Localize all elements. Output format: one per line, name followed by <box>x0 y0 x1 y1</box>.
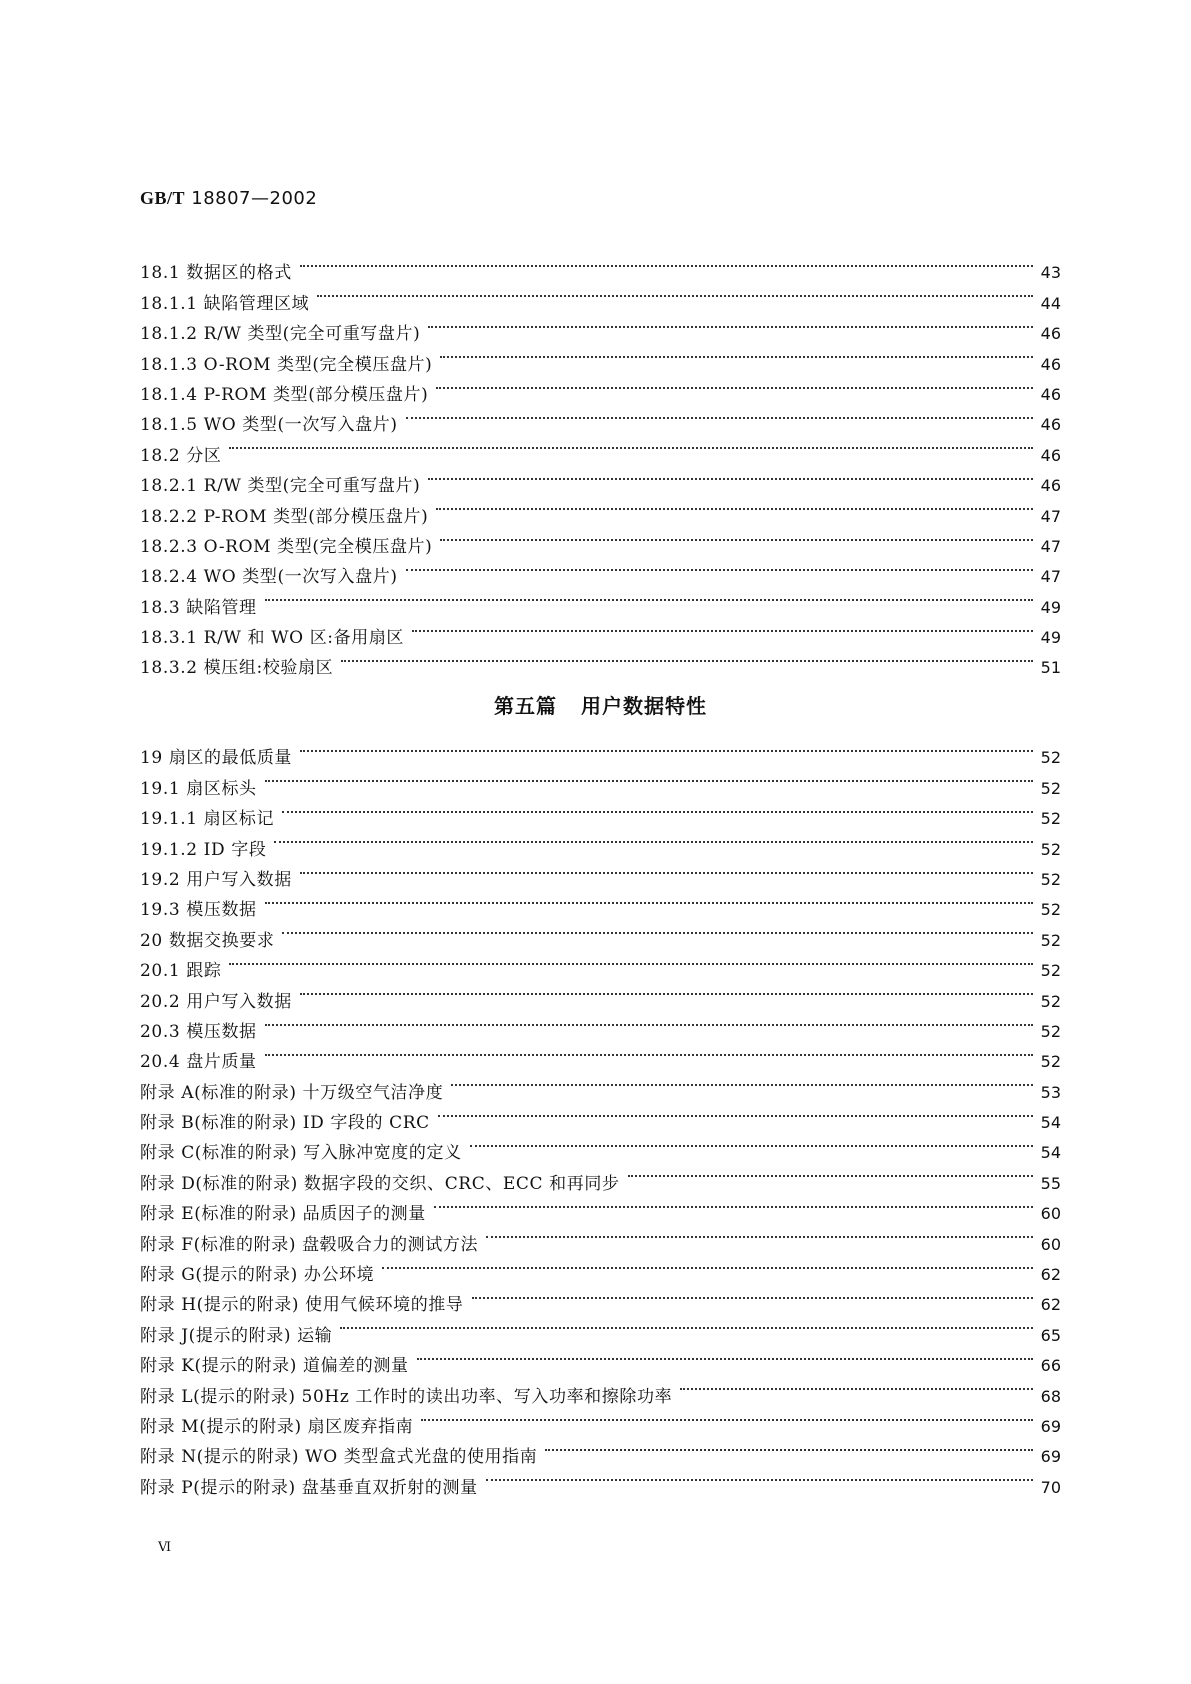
toc-entry-page: 62 <box>1040 1295 1061 1315</box>
toc-entry-page: 69 <box>1040 1447 1061 1467</box>
toc-entry-title: 附录 K(提示的附录) 道偏差的测量 <box>140 1356 409 1377</box>
dot-leader <box>436 491 1033 521</box>
toc-entry-page: 47 <box>1040 506 1061 526</box>
toc-entry-title: 附录 D(标准的附录) 数据字段的交织、CRC、ECC 和再同步 <box>140 1173 620 1194</box>
toc-entry-title: 18.1 数据区的格式 <box>140 263 292 284</box>
dot-leader <box>421 1402 1033 1432</box>
toc-entry[interactable] <box>140 855 1061 890</box>
dot-leader <box>417 1341 1033 1371</box>
toc-entry-title: 18.3.2 模压组:校验扇区 <box>140 658 334 679</box>
toc-entry-page: 51 <box>1040 658 1061 678</box>
toc-entry-title: 附录 A(标准的附录) 十万级空气洁净度 <box>140 1082 444 1103</box>
toc-entry-title: 18.1.3 O-ROM 类型(完全模压盘片) <box>140 354 433 375</box>
toc-entry-page: 49 <box>1040 597 1061 617</box>
toc-entry-page: 46 <box>1040 476 1061 496</box>
toc-entry-page: 52 <box>1040 1021 1061 1041</box>
toc-entry[interactable] <box>140 461 1061 497</box>
toc-entry-page: 52 <box>1040 930 1061 950</box>
toc-entry-page: 52 <box>1040 809 1061 829</box>
toc-entry-title: 18.1.5 WO 类型(一次写入盘片) <box>140 415 398 436</box>
toc-entry-page: 46 <box>1040 445 1061 465</box>
toc-entry-page: 65 <box>1040 1325 1061 1345</box>
toc-entry[interactable] <box>140 946 1061 982</box>
dot-leader <box>265 763 1033 793</box>
dot-leader <box>434 1189 1033 1219</box>
standard-number: 18807—2002 <box>191 188 318 209</box>
toc-entry-title: 附录 G(提示的附录) 办公环境 <box>140 1265 375 1286</box>
toc-entry-page: 54 <box>1040 1143 1061 1163</box>
toc-entry-page: 46 <box>1040 415 1061 435</box>
toc-entry[interactable] <box>140 1067 1061 1103</box>
dot-leader <box>438 1098 1033 1128</box>
toc-entry[interactable] <box>140 763 1061 799</box>
dot-leader <box>382 1250 1033 1280</box>
toc-entry-title: 18.3 缺陷管理 <box>140 597 257 618</box>
toc-entry-page: 52 <box>1040 900 1061 920</box>
toc-entry-page: 60 <box>1040 1204 1061 1224</box>
toc-entry-title: 20.4 盘片质量 <box>140 1052 257 1073</box>
toc-entry-title: 附录 L(提示的附录) 50Hz 工作时的读出功率、写入功率和擦除功率 <box>140 1386 673 1407</box>
toc-entry-page: 60 <box>1040 1234 1061 1254</box>
dot-leader <box>300 733 1033 763</box>
toc-entry[interactable] <box>140 430 1061 466</box>
toc-entry-page: 52 <box>1040 748 1061 768</box>
toc-entry[interactable] <box>140 824 1061 860</box>
toc-entry-page: 54 <box>1040 1113 1061 1133</box>
toc-entry[interactable] <box>140 1037 1061 1073</box>
dot-leader <box>282 915 1033 945</box>
toc-entry-page: 47 <box>1040 567 1061 587</box>
toc-entry-title: 附录 J(提示的附录) 运输 <box>140 1325 333 1346</box>
toc-entry[interactable] <box>140 248 1061 284</box>
toc-entry-page: 49 <box>1040 628 1061 648</box>
toc-entry-page: 46 <box>1040 324 1061 344</box>
toc-entry-title: 19.2 用户写入数据 <box>140 869 292 890</box>
toc-entry-page: 52 <box>1040 839 1061 859</box>
standard-code: GB/T <box>140 188 186 208</box>
toc-entry-title: 附录 C(标准的附录) 写入脉冲宽度的定义 <box>140 1143 462 1164</box>
toc-entry-title: 19.1.1 扇区标记 <box>140 809 275 830</box>
toc-section-1 <box>140 248 1061 679</box>
dot-leader <box>486 1219 1033 1249</box>
toc-entry-page: 44 <box>1040 293 1061 313</box>
dot-leader <box>300 855 1033 885</box>
dot-leader <box>282 794 1033 824</box>
part-heading <box>140 690 1061 719</box>
dot-leader <box>428 461 1033 491</box>
toc-section-2 <box>140 733 1061 1498</box>
toc-entry-page: 53 <box>1040 1082 1061 1102</box>
toc-entry-title: 19.1 扇区标头 <box>140 778 257 799</box>
toc-entry-title: 20.1 跟踪 <box>140 961 222 982</box>
toc-entry-page: 46 <box>1040 384 1061 404</box>
toc-entry-title: 附录 H(提示的附录) 使用气候环境的推导 <box>140 1295 464 1316</box>
dot-leader <box>545 1432 1033 1462</box>
dot-leader <box>472 1280 1034 1310</box>
part-number: 第五篇 <box>494 694 557 718</box>
toc-entry-title: 18.2 分区 <box>140 445 222 466</box>
toc-entry-title: 18.2.1 R/W 类型(完全可重写盘片) <box>140 476 421 497</box>
toc-entry-page: 52 <box>1040 961 1061 981</box>
dot-leader <box>274 824 1033 854</box>
dot-leader <box>470 1128 1033 1158</box>
page-number: Ⅵ <box>158 1540 172 1555</box>
dot-leader <box>265 885 1033 915</box>
toc-entry-title: 附录 B(标准的附录) ID 字段的 CRC <box>140 1113 430 1134</box>
dot-leader <box>428 309 1033 339</box>
toc-entry[interactable] <box>140 794 1061 830</box>
toc-entry-title: 19.3 模压数据 <box>140 900 257 921</box>
dot-leader <box>680 1371 1033 1401</box>
toc-entry-title: 18.1.1 缺陷管理区域 <box>140 293 310 314</box>
toc-entry[interactable] <box>140 976 1061 1012</box>
toc-entry-title: 18.1.2 R/W 类型(完全可重写盘片) <box>140 324 421 345</box>
dot-leader <box>300 976 1033 1006</box>
toc-entry-title: 20 数据交换要求 <box>140 930 275 951</box>
toc-entry-page: 46 <box>1040 354 1061 374</box>
toc-entry-title: 19.1.2 ID 字段 <box>140 839 267 860</box>
toc-entry-page: 55 <box>1040 1173 1061 1193</box>
dot-leader <box>340 1310 1033 1340</box>
document-header <box>140 188 317 209</box>
dot-leader <box>440 522 1033 552</box>
dot-leader <box>229 946 1033 976</box>
dot-leader <box>265 582 1033 612</box>
dot-leader <box>440 339 1033 369</box>
toc-entry-page: 69 <box>1040 1416 1061 1436</box>
toc-entry-page: 52 <box>1040 869 1061 889</box>
toc-entry-title: 附录 F(标准的附录) 盘毂吸合力的测试方法 <box>140 1234 479 1255</box>
toc-entry-title: 附录 M(提示的附录) 扇区废弃指南 <box>140 1416 414 1437</box>
part-title: 用户数据特性 <box>581 694 707 718</box>
dot-leader <box>412 613 1033 643</box>
dot-leader <box>406 552 1033 582</box>
dot-leader <box>229 430 1033 460</box>
toc-entry-page: 52 <box>1040 1052 1061 1072</box>
toc-entry-page: 43 <box>1040 263 1061 283</box>
toc-entry[interactable] <box>140 915 1061 951</box>
toc-entry-title: 18.2.4 WO 类型(一次写入盘片) <box>140 567 398 588</box>
toc-entry-title: 18.2.2 P-ROM 类型(部分模压盘片) <box>140 506 429 527</box>
dot-leader <box>341 643 1033 673</box>
toc-entry-page: 52 <box>1040 778 1061 798</box>
dot-leader <box>406 400 1033 430</box>
toc-entry-page: 68 <box>1040 1386 1061 1406</box>
dot-leader <box>265 1007 1033 1037</box>
toc-entry-page: 66 <box>1040 1356 1061 1376</box>
dot-leader <box>265 1037 1033 1067</box>
toc-entry-title: 附录 E(标准的附录) 品质因子的测量 <box>140 1204 426 1225</box>
toc-entry-title: 18.2.3 O-ROM 类型(完全模压盘片) <box>140 536 433 557</box>
dot-leader <box>317 278 1033 308</box>
dot-leader <box>300 248 1033 278</box>
toc-entry-page: 70 <box>1040 1477 1061 1497</box>
toc-entry[interactable] <box>140 885 1061 921</box>
toc-entry[interactable] <box>140 613 1061 649</box>
toc-entry-title: 18.1.4 P-ROM 类型(部分模压盘片) <box>140 384 429 405</box>
dot-leader <box>436 370 1033 400</box>
dot-leader <box>451 1067 1033 1097</box>
toc-entry-page: 52 <box>1040 991 1061 1011</box>
toc-entry[interactable] <box>140 733 1061 769</box>
toc-entry[interactable] <box>140 1007 1061 1042</box>
toc-entry-page: 47 <box>1040 536 1061 556</box>
toc-entry-page: 62 <box>1040 1265 1061 1285</box>
toc-entry-title: 20.2 用户写入数据 <box>140 991 292 1012</box>
toc-entry-title: 19 扇区的最低质量 <box>140 748 293 769</box>
toc-entry-title: 18.3.1 R/W 和 WO 区:备用扇区 <box>140 628 405 649</box>
dot-leader <box>486 1462 1033 1492</box>
toc-entry[interactable] <box>140 582 1061 618</box>
toc-entry-title: 20.3 模压数据 <box>140 1021 257 1042</box>
dot-leader <box>628 1158 1033 1188</box>
toc-entry-title: 附录 P(提示的附录) 盘基垂直双折射的测量 <box>140 1477 478 1498</box>
toc-entry-title: 附录 N(提示的附录) WO 类型盒式光盘的使用指南 <box>140 1447 538 1468</box>
